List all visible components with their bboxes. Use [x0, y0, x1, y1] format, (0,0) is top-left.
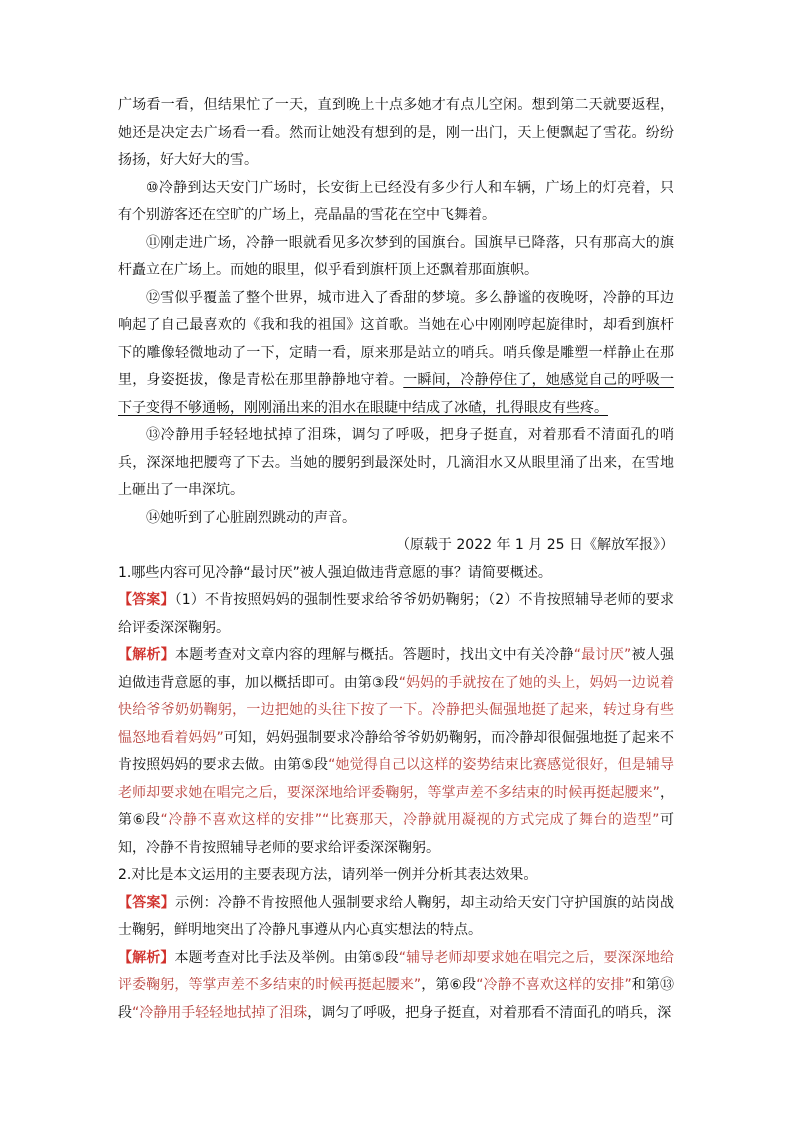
analysis-1-text: 可知，妈妈强制要求冷静给爷爷奶奶鞠躬，而冷静却很倔强地挺了起来不肯按照妈妈的要求去做。由第⑤段: [118, 729, 674, 773]
answer-1: [118, 587, 674, 642]
analysis-1-quote: “她觉得自己以这样的姿势结束比赛感觉很好，但是辅导老师却要求她在唱完之后，要深深地给评委鞠躬，等掌声差不多结束的时候再挺起腰来”: [118, 757, 674, 801]
analysis-2-quote: “辅导老师却要求她在唱完之后，要深深地给评委鞠躬，等掌声差不多结束的时候再挺起腰来”: [118, 949, 674, 993]
answer-label: 【答案】: [118, 592, 175, 608]
question-2: 2.对比是本文运用的主要表现方法，请列举一例并分析其表达效果。: [118, 867, 538, 883]
analysis-1: [118, 642, 674, 862]
paragraph-12-underlined: 一瞬间，冷静停住了，她感觉自己的呼吸一下子变得不够通畅，刚刚涌出来的泪水在眼睫中结成了冰碴，扎得眼皮有些疼。: [118, 372, 675, 416]
paragraph-13: ⑬冷静用手轻轻地拭掉了泪珠，调匀了呼吸，把身子挺直，对着那看不清面孔的哨兵，深深地把腰弯了下去。当她的腰躬到最深处时，几滴泪水又从眼里涌了出来，在雪地上砸出了一串深坑。: [118, 427, 674, 498]
analysis-1-text: 被人强迫做违背意愿的事，加以概括即可。由第③段: [118, 647, 675, 691]
analysis-2-text: ，第⑥段: [421, 977, 477, 993]
answer-1-text: （1）不肯按照妈妈的强制性要求给爷爷奶奶鞠躬；（2）不肯按照辅导老师的要求给评委深深鞠躬。: [118, 592, 675, 636]
analysis-2-text: ，调匀了呼吸，把身子挺直，对着那看不清面孔的哨兵，深: [307, 1004, 672, 1021]
paragraph-10: ⑩冷静到达天安门广场时，长安街上已经没有多少行人和车辆，广场上的灯亮着，只有个别游客还在空旷的广场上，亮晶晶的雪花在空中飞舞着。: [118, 179, 674, 223]
analysis-1-text: ，第⑥段: [118, 784, 674, 828]
analysis-1-quote: “冷静不喜欢这样的安排”“比赛那天，冷静就用凝视的方式完成了舞台的造型”: [160, 812, 660, 828]
paragraph-12-text: ⑫雪似乎覆盖了整个世界，城市进入了香甜的梦境。多么静谧的夜晚呀，冷静的耳边响起了自己最喜欢的《我和我的祖国》这首歌。当她在心中刚刚哼起旋律时，却看到旗杆下的雕像轻微地动了一下，定睛一看，原来那是站立的哨兵。哨兵像是雕塑一样静止在那里，身姿挺拔，像是青松在那里静静地守着。: [118, 289, 674, 388]
analysis-2-quote: “冷静不喜欢这样的安排”: [476, 977, 632, 993]
analysis-2: [118, 945, 674, 1028]
analysis-label: 【解析】: [118, 949, 175, 966]
answer-label: 【答案】: [118, 894, 176, 911]
answer-2-text: 示例：冷静不肯按照他人强制要求给人鞠躬，却主动给天安门守护国旗的站岗战士鞠躬，鲜明地突出了冷静凡事遵从内心真实想法的特点。: [118, 894, 675, 938]
analysis-1-text: 本题考查对文章内容的理解与概括。答题时，找出文中有关冷静: [174, 647, 574, 663]
analysis-1-text: 可知，冷静不肯按照辅导老师的要求给评委深深鞠躬。: [118, 812, 675, 856]
paragraph-14: ⑭她听到了心脏剧烈跳动的声音。: [146, 509, 356, 526]
analysis-2-text: 和第⑬段: [118, 977, 674, 1021]
analysis-1-quote: “妈妈的手就按在了她的头上，妈妈一边说着快给爷爷奶奶鞠躬，一边把她的头往下按了一下。冷静把头倔强地挺了起来，转过身有些愠怒地看着妈妈”: [118, 674, 674, 746]
analysis-2-quote: “冷静用手轻轻地拭掉了泪珠: [132, 1004, 308, 1021]
analysis-1-quote: “最讨厌”: [573, 647, 632, 663]
paragraph-12: [118, 285, 674, 423]
analysis-label: 【解析】: [118, 647, 175, 663]
paragraph-11: ⑪刚走进广场，冷静一眼就看见多次梦到的国旗台。国旗早已降落，只有那高大的旗杆矗立在广场上。而她的眼里，似乎看到旗杆顶上还飘着那面旗帜。: [118, 234, 674, 278]
answer-2: [118, 890, 674, 945]
analysis-2-text: 本题考查对比手法及举例。由第⑤段: [174, 949, 399, 966]
question-1: 1.哪些内容可见冷静“最讨厌”被人强迫做违背意愿的事？请简要概述。: [118, 564, 552, 581]
document-page: [118, 92, 674, 1027]
paragraph-9-continued: 广场看一看，但结果忙了一天，直到晚上十点多她才有点儿空闲。想到第二天就要返程，她还是决定去广场看一看。然而让她没有想到的是，刚一出门，天上便飘起了雪花。纷纷扬扬，好大好大的雪。: [118, 97, 674, 168]
source-line: （原载于 2022 年 1 月 25 日《解放军报》）: [395, 537, 674, 553]
